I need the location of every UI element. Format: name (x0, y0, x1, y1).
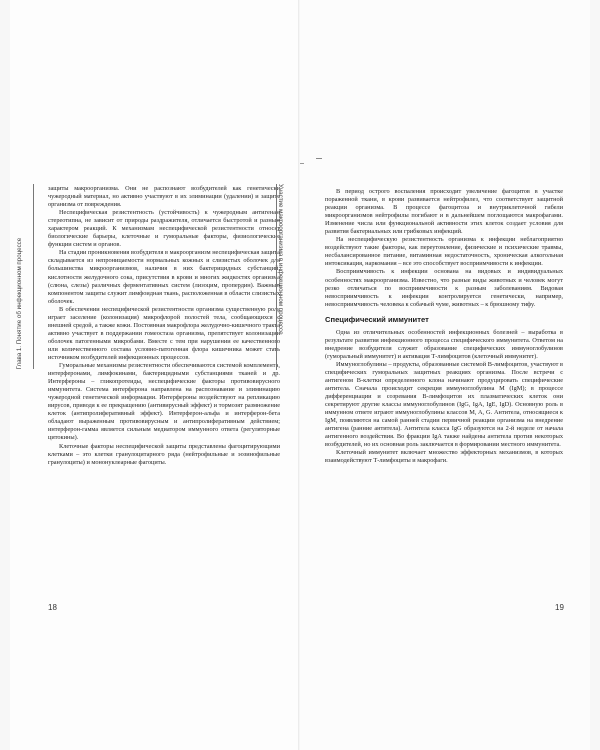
section-heading: Специфический иммунитет (325, 314, 429, 324)
paragraph: Клеточный иммунитет включает множество эффекторных механизмов, в которых взаимодействуют Т-лимфоциты и макрофаги. (325, 449, 563, 465)
paragraph: Одна из отличительных особенностей инфекционных болезней – выработка в результате развития инфекционного процесса специфического иммунитета. Ответом на внедрение возбудителя служит образование специфических иммуноглобулинов (гуморальный иммунитет) и активация Т-лимфоцитов (клеточный иммунитет). (325, 328, 563, 360)
paragraph: Клеточные факторы неспецифической защиты представлены фагоцитирующими клетками – это клетки гранулоцитарного ряда (нейтрофильные и эозинофильные гранулоциты) и мононуклеарные фагоциты. (48, 442, 280, 466)
paragraph: В период острого воспаления происходит увеличение фагоцитов в участке пораженной ткани, в крови развивается нейтрофилез, что соответствует защитной реакции организма. В процессе фагоцитоза и внутриклеточной гибели микроорганизмов нейтрофилы погибают и в дальнейшем поглощаются макрофагами. Изменение числа или функциональной активности этих клеток создает условия для развития бактериальных или грибковых инфекций. (325, 188, 563, 236)
paragraph: На стадии проникновения возбудителя в макроорганизм неспецифическая защита складывается из непроницаемости нормальных кожных и слизистых оболочек для большинства микроорганизмов, наличия в них бактерицидных субстанций, кислотности желудочного сока, присутствия в крови и многих жидкостях организма (слюна, слезы) различных ферментативных систем (лизоцим, пропердин). Важным компонентом защиты служит лимфоидная ткань, расположенная в области слизистых оболочек. (48, 249, 280, 305)
running-head-left: Глава 1. Понятие об инфекционном процессе (16, 237, 23, 370)
left-page (10, 0, 300, 750)
right-page-text-column (325, 188, 563, 466)
right-page (300, 0, 590, 750)
running-head-rule-left (33, 184, 34, 369)
paragraph: Восприимчивость к инфекции основана на видовых и индивидуальных особенностях макроорганизма. Известно, что разные виды животных и человек могут резко отличаться по восприимчивости к разным заболеваниям. Видовая невосприимчивость к инфекции контролируется генетически, например, невосприимчивость человека к собачьей чуме, животных – к брюшному тифу. (325, 268, 563, 308)
left-page-text-column (48, 185, 280, 467)
page-number-left: 18 (48, 603, 57, 612)
scan-mark (316, 158, 322, 159)
paragraph: защиты макроорганизма. Они не распознают возбудителей как генетически чужеродный материал, но активно участвуют в их элиминации (удалении) и защите организма от повреждения. (48, 185, 280, 209)
paragraph: Гуморальные механизмы резистентности обеспечиваются системой комплемента, интерферонами, лимфокинами, бактерицидными субстанциями тканей и др. Интерфероны – гликопротеиды, неспецифические факторы противовирусного иммунитета. Система интерферона направлена на распознавание и элиминацию чужеродной генетической информации. Интерфероны воздействуют на репликацию вирусов, приводя к ее прекращению (антивирусный эффект) и тормозят размножение клеток (антипролиферативный эффект). Интерферон-альфа и интерферон-бета обладают выраженным противовирусным и антипролиферативным действием; интерферон-гамма является сильным медиатором иммунного ответа (регуляторные цитокины). (48, 362, 280, 442)
running-head-right: Участие макроорганизма в инфекционном процессе (277, 184, 284, 335)
paragraph: Иммуноглобулины – продукты, образованные системой В-лимфоцитов, участвуют в специфических гуморальных защитных реакциях организма. После встречи с антигеном В-клетки определенного клона начинают продуцировать специфические антитела. Сначала происходит секреция иммуноглобулина М (IgM); в процессе дифференциации и созревания В-лимфоцитов их плазматических клеток они секретируют другие классы иммуноглобулинов (IgG, IgA, IgE, IgD). Основную роль в иммунном ответе играют иммуноглобулины классов M, A, G. Антитела, относящиеся к IgM, появляются на самой ранней стадии первичной реакции организма на внедрение антигена (ранние антитела). Антитела класса IgG образуются на 2-й неделе от начала антигенного воздействия. Во фракции IgA также найдены антитела против некоторых возбудителей, но их основная роль заключается в формировании местного иммунитета. (325, 360, 563, 449)
scan-mark (300, 163, 304, 164)
paragraph: Неспецифическая резистентность (устойчивость) к чужеродным антигенам стереотипна, не зависит от природы раздражителя, отличается быстротой и разным характером реакций. К механизмам неспецифической резистентности относят биологические барьеры, клеточные и гуморальные факторы, физиологические функции систем и органов. (48, 209, 280, 249)
paragraph: В обеспечении неспецифической резистентности организма существенную роль играет заселение (колонизация) микрофлорой полостей тела, сообщающихся с внешней средой, а также кожи. Постоянная макрофлора желудочно-кишечного тракта активно участвует в поддержании гомеостаза организма, препятствует колонизации оболочек патогенными микробами. Вместе с тем при нарушении ее качественного или количественного состава условно-патогенная флора кишечника может стать источником возбудителей инфекционных процессов. (48, 305, 280, 361)
page-number-right: 19 (555, 603, 564, 612)
paragraph: На неспецифическую резистентность организма к инфекции неблагоприятно воздействуют такие факторы, как переутомление, физические и психические травмы, несбалансированное питание, витаминная недостаточность, хроническая алкогольная интоксикация, наркомания – все это способствует восприимчивости к инфекции. (325, 236, 563, 268)
